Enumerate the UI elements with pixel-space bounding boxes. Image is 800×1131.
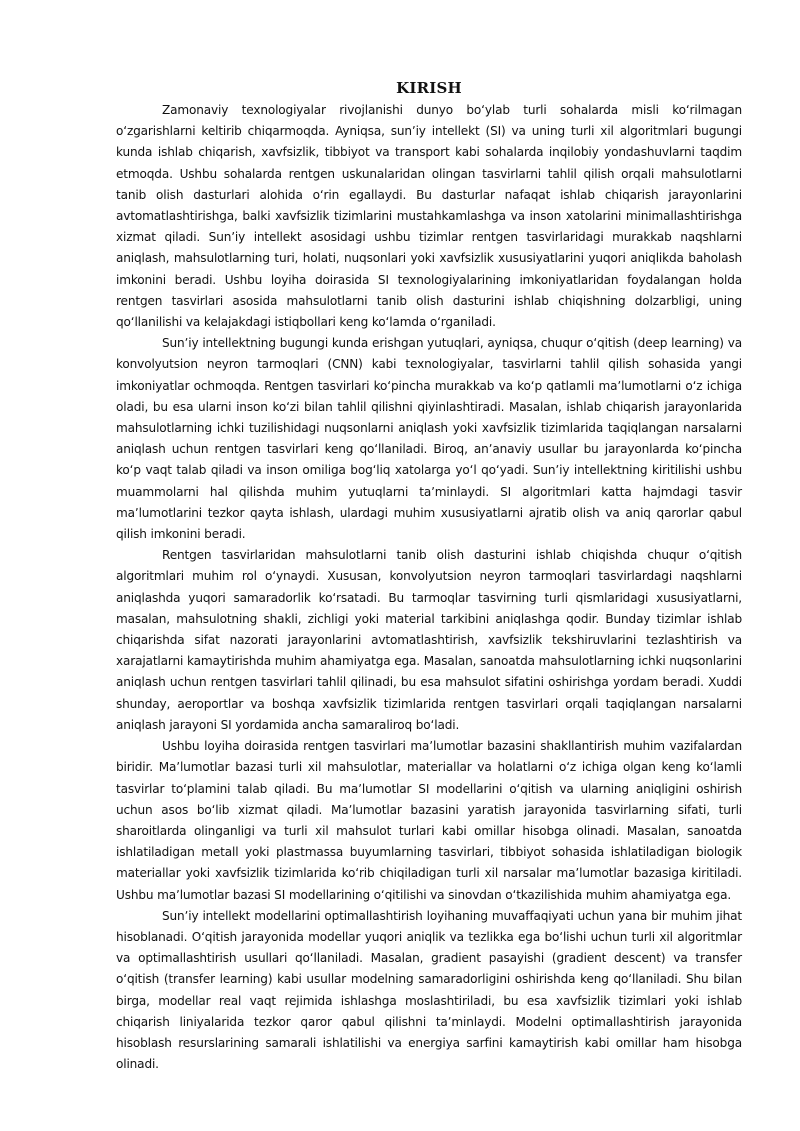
paragraph-3: Rentgen tasvirlaridan mahsulotlarni tanib olish dasturini ishlab chiqishda chuqur oʻqitish algoritmlari muhim rol oʻynaydi. Xususan, konvolyutsion neyron tarmoqlari tasvirlardagi naqshlarni aniqlashda yuqori samaradorlik koʻrsatadi. Bu tarmoqlar tasvirning turli qismlaridagi xususiyatlarni, masalan, mahsulotning shakli, zichligi yoki material tarkibini aniqlashga qodir. Bunday tizimlar ishlab chiqarishda sifat nazorati jarayonlarini avtomatlashtirish, xavfsizlik tekshiruvlarini tezlashtirish va xarajatlarni kamaytirishda muhim ahamiyatga ega. Masalan, sanoatda mahsulotlarning ichki nuqsonlarini aniqlash uchun rentgen tasvirlari tahlil qilinadi, bu esa mahsulot sifatini oshirishga yordam beradi. Xuddi shunday, aeroportlar va boshqa xavfsizlik tizimlarida rentgen tasvirlari orqali taqiqlangan narsalarni aniqlash jarayoni SI yordamida ancha samaraliroq boʻladi. — [116, 548, 742, 732]
document-title: KIRISH — [396, 79, 462, 97]
document-page — [116, 78, 742, 1075]
paragraph-4: Ushbu loyiha doirasida rentgen tasvirlari maʼlumotlar bazasini shakllantirish muhim vazifalardan biridir. Maʼlumotlar bazasi turli xil mahsulotlar, materiallar va holatlarni oʻz ichiga olgan keng koʻlamli tasvirlar toʻplamini talab qiladi. Bu maʼlumotlar SI modellarini oʻqitish va ularning aniqligini oshirish uchun asos boʻlib xizmat qiladi. Maʼlumotlar bazasini yaratish jarayonida tasvirlarning sifati, turli sharoitlarda olinganligi va turli xil mahsulot turlari kabi omillar hisobga olinadi. Masalan, sanoatda ishlatiladigan metall yoki plastmassa buyumlarning tasvirlari, tibbiyot sohasida ishlatiladigan biologik materiallar yoki xavfsizlik tizimlarida koʻrib chiqiladigan turli xil narsalar maʼlumotlar bazasiga kiritiladi. Ushbu maʼlumotlar bazasi SI modellarining oʻqitilishi va sinovdan oʻtkazilishida muhim ahamiyatga ega. — [116, 739, 742, 902]
paragraph-5: Sunʼiy intellekt modellarini optimallashtirish loyihaning muvaffaqiyati uchun yana bir muhim jihat hisoblanadi. Oʻqitish jarayonida modellar yuqori aniqlik va tezlikka ega boʻlishi uchun turli xil algoritmlar va optimallashtirish usullari qoʻllaniladi. Masalan, gradient pasayishi (gradient descent) va transfer oʻqitish (transfer learning) kabi usullar modelning samaradorligini oshirishda keng qoʻllaniladi. Shu bilan birga, modellar real vaqt rejimida ishlashga moslashtiriladi, bu esa xavfsizlik tizimlari yoki ishlab chiqarish liniyalarida tezkor qaror qabul qilishni taʼminlaydi. Modelni optimallashtirish jarayonida hisoblash resurslarining samarali ishlatilishi va energiya sarfini kamaytirish kabi omillar ham hisobga olinadi. — [116, 908, 742, 1072]
paragraph-2: Sunʼiy intellektning bugungi kunda erishgan yutuqlari, ayniqsa, chuqur oʻqitish (deep learning) va konvolyutsion neyron tarmoqlari (CNN) kabi texnologiyalar, tasvirlarni tahlil qilish sohasida yangi imkoniyatlar ochmoqda. Rentgen tasvirlari koʻpincha murakkab va koʻp qatlamli maʼlumotlarni oʻz ichiga oladi, bu esa ularni inson koʻzi bilan tahlil qilishni qiyinlashtiradi. Masalan, ishlab chiqarish jarayonlarida mahsulotlarning ichki tuzilishidagi nuqsonlarni aniqlash yoki xavfsizlik tizimlarida taqiqlangan narsalarni aniqlash uchun rentgen tasvirlari keng qoʻllaniladi. Biroq, anʼanaviy usullar bu jarayonlarda koʻpincha koʻp vaqt talab qiladi va inson omiliga bogʻliq xatolarga yoʻl qoʻyadi. Sunʼiy intellektning kiritilishi ushbu muammolarni hal qilishda muhim yutuqlarni taʼminlaydi. SI algoritmlari katta hajmdagi tasvir maʼlumotlarini tezkor qayta ishlash, ulardagi muhim xususiyatlarni ajratib olish va aniq qarorlar qabul qilish imkonini beradi. — [116, 336, 742, 542]
paragraph-1: Zamonaviy texnologiyalar rivojlanishi dunyo boʻylab turli sohalarda misli koʻrilmagan oʻzgarishlarni keltirib chiqarmoqda. Ayniqsa, sunʼiy intellekt (SI) va uning turli xil algoritmlari bugungi kunda ishlab chiqarish, xavfsizlik, tibbiyot va transport kabi sohalarda inqilobiy yondashuvlarni taqdim etmoqda. Ushbu sohalarda rentgen uskunalaridan olingan tasvirlarni tahlil qilish orqali mahsulotlarni tanib olish dasturlari alohida oʻrin egallaydi. Bu dasturlar nafaqat ishlab chiqarish jarayonlarini avtomatlashtirishga, balki xavfsizlik tizimlarini mustahkamlashga va inson xatolarini minimallashtirishga xizmat qiladi. Sunʼiy intellekt asosidagi ushbu tizimlar rentgen tasvirlaridagi murakkab naqshlarni aniqlash, mahsulotlarning turi, holati, nuqsonlari yoki xavfsizlik xususiyatlarini yuqori aniqlikda baholash imkonini beradi. Ushbu loyiha doirasida SI texnologiyalarining imkoniyatlaridan foydalangan holda rentgen tasvirlari asosida mahsulotlarni tanib olish dasturini ishlab chiqishning dolzarbligi, uning qoʻllanilishi va kelajakdagi istiqbollari keng koʻlamda oʻrganiladi. — [116, 103, 742, 330]
